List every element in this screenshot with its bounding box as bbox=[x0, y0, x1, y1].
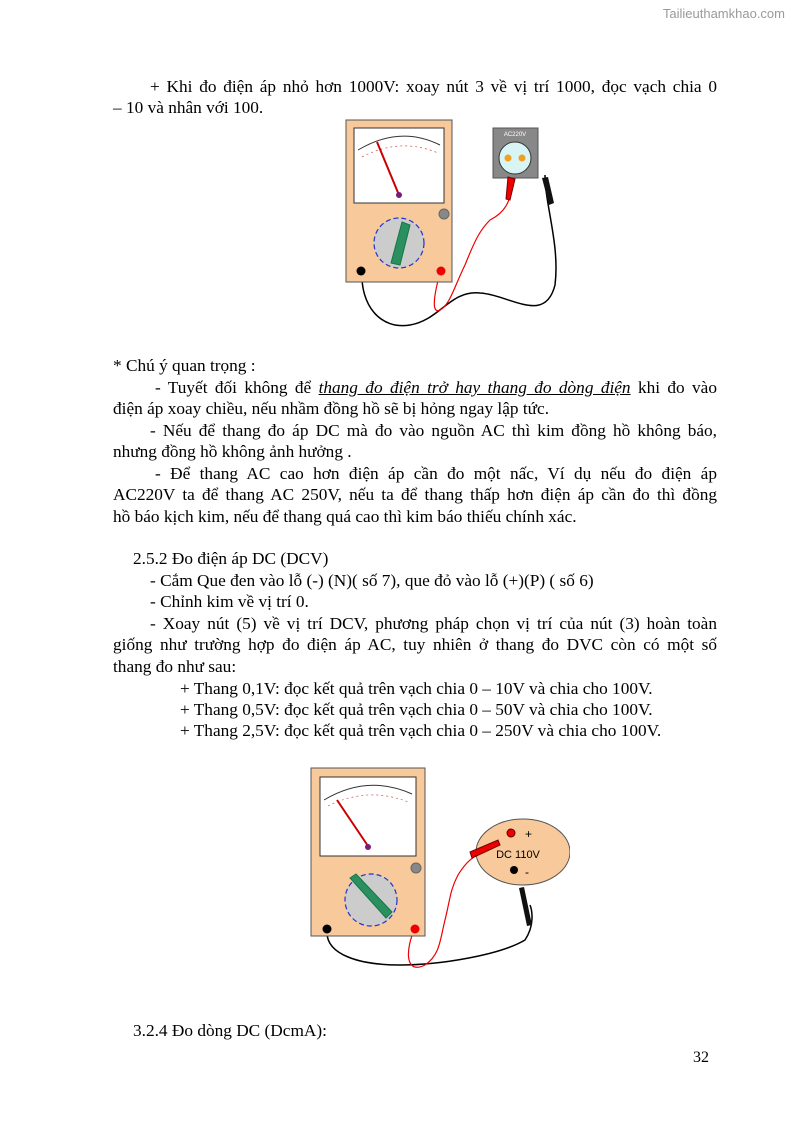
page-number: 32 bbox=[693, 1049, 709, 1066]
range-item: + Thang 2,5V: đọc kết quả trên vạch chia 0 – 250V và chia cho 100V. bbox=[180, 721, 662, 740]
note-item: - Để thang AC cao hơn điện áp cần đo một nấc, Ví dụ nếu đo điện áp bbox=[155, 464, 717, 483]
text: - Tuyết đối không để bbox=[155, 378, 319, 397]
plus-label: + bbox=[525, 827, 533, 841]
step-line: thang đo như sau: bbox=[113, 657, 237, 676]
paragraph-line: + Khi đo điện áp nhỏ hơn 1000V: xoay nút 3 về vị trí 1000, đọc vạch chia 0 bbox=[150, 77, 717, 96]
step: - Cắm Que đen vào lỗ (-) (N)( số 7), que đỏ vào lỗ (+)(P) ( số 6) bbox=[150, 571, 594, 590]
source-label: AC220V bbox=[503, 132, 527, 138]
note-line: hồ báo kịch kim, nếu để thang quá cao thì kim báo thiếu chính xác. bbox=[113, 507, 577, 526]
note-item: - Nếu để thang đo áp DC mà đo vào nguồn AC thì kim đồng hồ không báo, bbox=[150, 421, 717, 440]
step: - Xoay nút (5) về vị trí DCV, phương pháp chọn vị trí của nút (3) hoàn toàn bbox=[150, 614, 717, 633]
multimeter-ac-figure bbox=[340, 115, 560, 335]
paragraph-line: – 10 và nhân với 100. bbox=[113, 98, 264, 117]
note-line: điện áp xoay chiều, nếu nhầm đồng hồ sẽ bị hỏng ngay lập tức. bbox=[113, 399, 550, 418]
source-label: DC 110V bbox=[496, 849, 540, 861]
watermark: Tailieuthamkhao.com bbox=[662, 6, 785, 21]
range-item: + Thang 0,5V: đọc kết quả trên vạch chia 0 – 50V và chia cho 100V. bbox=[180, 700, 653, 719]
range-item: + Thang 0,1V: đọc kết quả trên vạch chia 0 – 10V và chia cho 100V. bbox=[180, 679, 653, 698]
step: - Chỉnh kim về vị trí 0. bbox=[150, 592, 309, 611]
emphasis-text: thang đo điện trở hay thang đo dòng điện bbox=[318, 378, 631, 397]
minus-label: - bbox=[525, 865, 529, 879]
note-line: nhưng đồng hồ không ảnh hưởng . bbox=[113, 442, 352, 461]
text: khi đo vào bbox=[630, 378, 717, 397]
section-heading: 3.2.4 Đo dòng DC (DcmA): bbox=[133, 1021, 327, 1040]
note-item bbox=[113, 378, 717, 398]
section-heading: 2.5.2 Đo điện áp DC (DCV) bbox=[133, 549, 329, 568]
note-title: * Chú ý quan trọng : bbox=[113, 356, 256, 375]
note-line: AC220V ta để thang AC 250V, nếu ta để thang thấp hơn điện áp cần đo thì đồng bbox=[113, 485, 717, 504]
multimeter-dc-figure bbox=[300, 760, 570, 1000]
step-line: giống như trường hợp đo điện áp AC, tuy nhiên ở thang đo DVC còn có một số bbox=[113, 635, 717, 654]
